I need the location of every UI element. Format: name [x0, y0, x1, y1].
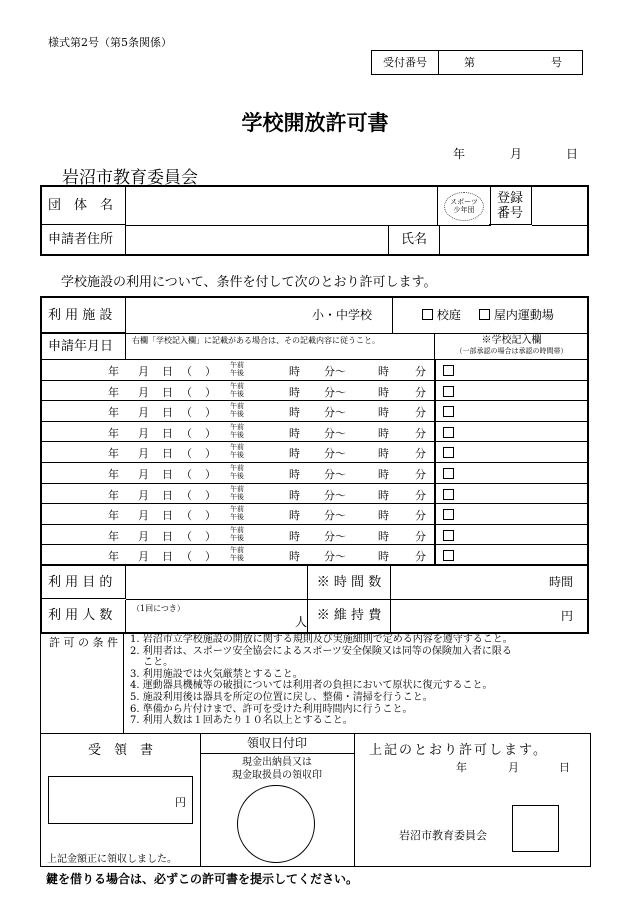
people-note: （1回につき） — [132, 604, 185, 613]
row-rp: ） — [205, 406, 216, 420]
row-fun: 分 — [415, 447, 426, 461]
row-lp: （ — [181, 365, 192, 378]
school-column-header — [434, 334, 588, 359]
schedule-row[interactable] — [42, 484, 587, 505]
am-pm-selector[interactable] — [227, 361, 247, 377]
pm-label: 午後 — [230, 369, 244, 377]
row-ji: 時 — [289, 550, 300, 564]
row-ji2: 時 — [378, 385, 389, 399]
receipt-number-label: 受付番号 — [372, 51, 439, 74]
row-fun: 分 — [415, 509, 426, 523]
receipt-go: 号 — [551, 56, 562, 69]
receipt-yen: 円 — [175, 796, 186, 809]
schedule-note: 右欄「学校記入欄」に記載がある場合は、その記載内容に従うこと。 — [132, 336, 380, 345]
am-pm-selector[interactable] — [227, 546, 247, 562]
row-rp: ） — [205, 550, 216, 564]
facility-school: 小・中学校 — [312, 308, 373, 322]
row-fun: 分 — [415, 426, 426, 440]
facility-label: 利 用 施 設 — [42, 298, 126, 333]
row-hi: 日 — [162, 509, 173, 523]
fee-label: ※ 維 持 費 — [307, 600, 391, 632]
row-lp: （ — [181, 406, 192, 420]
row-nen: 年 — [108, 385, 119, 399]
row-lp: （ — [181, 426, 192, 440]
school-checkbox[interactable] — [443, 489, 454, 500]
row-nen: 年 — [108, 406, 119, 420]
am-pm-selector[interactable] — [227, 526, 247, 542]
hours-label: ※ 時 間 数 — [307, 566, 391, 600]
row-lp: （ — [181, 468, 192, 481]
row-fun-to: 分〜 — [324, 406, 346, 420]
condition-item: 5. 施設利用後は器具を所定の位置に戻し、整備・清掃を行うこと。 — [130, 691, 433, 703]
pm-label: 午後 — [230, 472, 244, 480]
row-rp: ） — [205, 426, 216, 440]
row-ji2: 時 — [378, 447, 389, 461]
row-hi: 日 — [162, 385, 173, 399]
row-fun-to: 分〜 — [324, 385, 346, 399]
row-tsuki: 月 — [138, 447, 149, 461]
school-checkbox[interactable] — [443, 550, 454, 561]
condition-item: こと。 — [130, 657, 174, 669]
registration-label-1: 登録 — [496, 191, 523, 206]
row-nen: 年 — [108, 468, 119, 481]
row-ji: 時 — [289, 509, 300, 523]
stamp-text-1: 現金出納員又は — [242, 757, 312, 768]
row-lp: （ — [181, 509, 192, 523]
sports-club-cell — [437, 187, 491, 226]
am-label: 午前 — [230, 361, 244, 369]
row-tsuki: 月 — [138, 550, 149, 564]
am-label: 午前 — [230, 546, 244, 555]
schedule-row[interactable] — [42, 504, 587, 525]
registration-label — [489, 187, 532, 225]
row-lp: （ — [181, 529, 192, 543]
am-pm-selector[interactable] — [227, 505, 247, 521]
date-label: 申請年月日 — [42, 334, 126, 359]
school-checkbox[interactable] — [443, 447, 454, 458]
row-fun: 分 — [415, 529, 426, 543]
row-ji: 時 — [289, 365, 300, 378]
schedule-table — [40, 296, 589, 564]
date-year: 年 — [453, 147, 466, 161]
am-label: 午前 — [230, 464, 244, 472]
conditions-section — [40, 634, 589, 734]
schedule-row[interactable] — [42, 422, 587, 443]
row-nen: 年 — [108, 447, 119, 461]
checkbox-icon[interactable] — [422, 309, 433, 320]
row-hi: 日 — [162, 447, 173, 461]
row-rp: ） — [205, 529, 216, 543]
fee-unit: 円 — [560, 609, 573, 623]
sports-club-label-1: スポーツ — [450, 198, 478, 206]
condition-item: 7. 利用人数は１回あたり１０名以上とすること。 — [130, 715, 353, 727]
approval-month: 月 — [508, 761, 519, 774]
schedule-row[interactable] — [42, 381, 587, 402]
school-checkbox[interactable] — [443, 530, 454, 541]
am-label: 午前 — [230, 443, 244, 452]
pm-label: 午後 — [230, 554, 244, 563]
row-rp: ） — [205, 468, 216, 481]
row-nen: 年 — [108, 426, 119, 440]
row-fun: 分 — [415, 488, 426, 502]
footer-note: 鍵を借りる場合は、必ずこの許可書を提示してください。 — [46, 872, 359, 886]
receipt-title: 受 領 書 — [87, 743, 153, 758]
am-label: 午前 — [230, 505, 244, 514]
am-label: 午前 — [230, 402, 244, 411]
school-checkbox[interactable] — [443, 509, 454, 520]
school-checkbox[interactable] — [443, 386, 454, 397]
row-rp: ） — [205, 447, 216, 461]
facility-divider — [392, 298, 393, 333]
row-ji2: 時 — [378, 365, 389, 378]
facility-option-schoolyard[interactable] — [422, 298, 461, 333]
row-ji2: 時 — [378, 426, 389, 440]
applicant-name-field[interactable] — [438, 225, 587, 254]
school-checkbox[interactable] — [443, 406, 454, 417]
school-column-divider — [434, 360, 436, 566]
people-label: 利 用 人 数 — [42, 600, 126, 632]
sports-club-label-2: 少年団 — [453, 206, 475, 214]
approval-text: 上記のとおり許可します。 — [369, 743, 548, 758]
applicant-address-field[interactable] — [126, 225, 426, 254]
form-id: 様式第2号（第5条関係） — [48, 36, 172, 49]
receipt-confirm: 上記金額正に領収しました。 — [47, 854, 177, 865]
row-ji2: 時 — [378, 529, 389, 543]
addressee: 岩沼市教育委員会 — [62, 168, 198, 188]
receipt-amount-box[interactable] — [48, 776, 193, 824]
row-hi: 日 — [162, 426, 173, 440]
row-rp: ） — [205, 509, 216, 523]
row-hi: 日 — [162, 468, 173, 481]
pm-label: 午後 — [230, 451, 244, 460]
purpose-label: 利 用 目 的 — [42, 566, 126, 599]
row-lp: （ — [181, 447, 192, 461]
row-nen: 年 — [108, 365, 119, 378]
page-title: 学校開放許可書 — [241, 110, 389, 135]
bottom-line — [40, 866, 591, 867]
schedule-row[interactable] — [42, 401, 587, 422]
row-ji2: 時 — [378, 509, 389, 523]
date-day: 日 — [566, 147, 579, 161]
row-ji: 時 — [289, 406, 300, 420]
row-nen: 年 — [108, 529, 119, 543]
row-tsuki: 月 — [138, 509, 149, 523]
row-fun-to: 分〜 — [324, 529, 346, 543]
row-nen: 年 — [108, 488, 119, 502]
row-fun: 分 — [415, 385, 426, 399]
row-rp: ） — [205, 488, 216, 502]
receipt-dai: 第 — [464, 56, 475, 69]
am-pm-selector[interactable] — [227, 382, 247, 398]
am-pm-selector[interactable] — [227, 443, 247, 459]
row-ji: 時 — [289, 468, 300, 481]
schedule-row[interactable] — [42, 525, 587, 546]
approval-day: 日 — [559, 761, 570, 774]
approval-section — [354, 734, 590, 867]
people-field[interactable] — [126, 600, 307, 632]
receipt-section — [41, 734, 201, 867]
row-fun-to: 分〜 — [324, 550, 346, 564]
row-nen: 年 — [108, 509, 119, 523]
row-lp: （ — [181, 550, 192, 564]
row-fun: 分 — [415, 550, 426, 564]
pm-label: 午後 — [230, 430, 244, 439]
pm-label: 午後 — [230, 389, 244, 398]
pm-label: 午後 — [230, 492, 244, 501]
row-tsuki: 月 — [138, 468, 149, 481]
row-hi: 日 — [162, 488, 173, 502]
row-tsuki: 月 — [138, 529, 149, 543]
schedule-row[interactable] — [42, 360, 587, 381]
row-fun-to: 分〜 — [324, 447, 346, 461]
row-fun: 分 — [415, 365, 426, 378]
row-ji: 時 — [289, 447, 300, 461]
row-ji2: 時 — [378, 550, 389, 564]
stamp-circle — [237, 785, 315, 863]
row-fun-to: 分〜 — [324, 426, 346, 440]
sports-club-circle[interactable] — [444, 192, 484, 221]
row-ji: 時 — [289, 488, 300, 502]
stamp-label: 領収日付印 — [200, 734, 354, 754]
school-column-subtitle: （一部承認の場合は承認の時間帯） — [455, 347, 568, 355]
official-seal-box — [512, 805, 559, 852]
group-name-field[interactable] — [126, 187, 478, 226]
facility-option-gym[interactable] — [479, 298, 554, 333]
group-name-label: 団 体 名 — [42, 187, 126, 225]
am-label: 午前 — [230, 422, 244, 431]
row-fun-to: 分〜 — [324, 509, 346, 523]
row-lp: （ — [181, 385, 192, 399]
row-hi: 日 — [162, 406, 173, 420]
row-hi: 日 — [162, 365, 173, 378]
row-ji: 時 — [289, 426, 300, 440]
am-label: 午前 — [230, 381, 244, 390]
conditions-label: 許 可 の 条 件 — [40, 634, 124, 734]
am-pm-selector[interactable] — [227, 402, 247, 418]
row-fun: 分 — [415, 468, 426, 481]
row-lp: （ — [181, 488, 192, 502]
am-pm-selector[interactable] — [227, 423, 247, 439]
condition-item: 6. 準備から片付けまで、許可を受けた利用時間内に行うこと。 — [130, 703, 413, 715]
row-ji: 時 — [289, 385, 300, 399]
row-hi: 日 — [162, 550, 173, 564]
condition-item: 2. 利用者は、スポーツ安全協会によるスポーツ安全保険又は同等の保険加入者に限る — [130, 645, 512, 657]
row-ji2: 時 — [378, 468, 389, 481]
fee-field[interactable] — [389, 600, 587, 632]
row-fun-to: 分〜 — [324, 365, 346, 378]
applicant-address-label: 申請者住所 — [42, 225, 126, 254]
stamp-section — [200, 734, 355, 867]
row-rp: ） — [205, 365, 216, 378]
pm-label: 午後 — [230, 533, 244, 542]
row-tsuki: 月 — [138, 365, 149, 378]
row-ji2: 時 — [378, 406, 389, 420]
pm-label: 午後 — [230, 410, 244, 419]
row-ji: 時 — [289, 529, 300, 543]
applicant-name-label: 氏名 — [388, 225, 440, 254]
condition-item: 1. 岩沼市立学校施設の開放に関する規則及び実施細則で定める内容を遵守すること。 — [130, 634, 513, 645]
approval-authority: 岩沼市教育委員会 — [399, 829, 487, 842]
facility-option-schoolyard-label: 校庭 — [436, 308, 461, 322]
bottom-section — [40, 733, 591, 867]
am-label: 午前 — [230, 484, 244, 493]
intro-text: 学校施設の利用について、条件を付して次のとおり許可します。 — [61, 275, 437, 290]
schedule-row[interactable] — [42, 442, 587, 463]
school-checkbox[interactable] — [443, 468, 454, 479]
facility-option-gym-label: 屋内運動場 — [493, 308, 554, 322]
purpose-table — [40, 564, 589, 634]
row-ji2: 時 — [378, 488, 389, 502]
people-unit: 人 — [294, 615, 307, 629]
school-column-title: ※学校記入欄 — [481, 335, 542, 346]
hours-field[interactable] — [389, 566, 587, 600]
condition-item: 3. 利用施設では火気厳禁とすること。 — [130, 668, 303, 680]
school-checkbox[interactable] — [443, 427, 454, 438]
am-pm-selector[interactable] — [227, 464, 247, 480]
registration-number-field[interactable] — [532, 187, 587, 226]
row-fun: 分 — [415, 406, 426, 420]
registration-label-2: 番号 — [496, 206, 523, 221]
row-tsuki: 月 — [138, 426, 149, 440]
schedule-row[interactable] — [42, 545, 587, 566]
row-tsuki: 月 — [138, 406, 149, 420]
am-label: 午前 — [230, 525, 244, 534]
row-nen: 年 — [108, 550, 119, 564]
row-hi: 日 — [162, 529, 173, 543]
row-fun-to: 分〜 — [324, 468, 346, 481]
receipt-number-box — [371, 50, 583, 75]
conditions-list — [130, 634, 586, 727]
schedule-row[interactable] — [42, 463, 587, 484]
row-fun-to: 分〜 — [324, 488, 346, 502]
purpose-field[interactable] — [126, 566, 309, 600]
row-tsuki: 月 — [138, 385, 149, 399]
condition-item: 4. 運動器具機械等の破損については利用者の負担において原状に復元すること。 — [130, 680, 493, 692]
row-rp: ） — [205, 385, 216, 399]
approval-year: 年 — [456, 761, 467, 774]
hours-unit: 時間 — [548, 575, 573, 589]
checkbox-icon[interactable] — [479, 309, 490, 320]
am-pm-selector[interactable] — [227, 485, 247, 501]
row-tsuki: 月 — [138, 488, 149, 502]
applicant-table — [40, 185, 589, 256]
school-checkbox[interactable] — [443, 365, 454, 376]
stamp-text — [200, 756, 354, 782]
stamp-text-2: 現金取扱員の領収印 — [232, 770, 322, 781]
pm-label: 午後 — [230, 513, 244, 522]
date-month: 月 — [510, 147, 523, 161]
date-rows — [42, 360, 587, 566]
